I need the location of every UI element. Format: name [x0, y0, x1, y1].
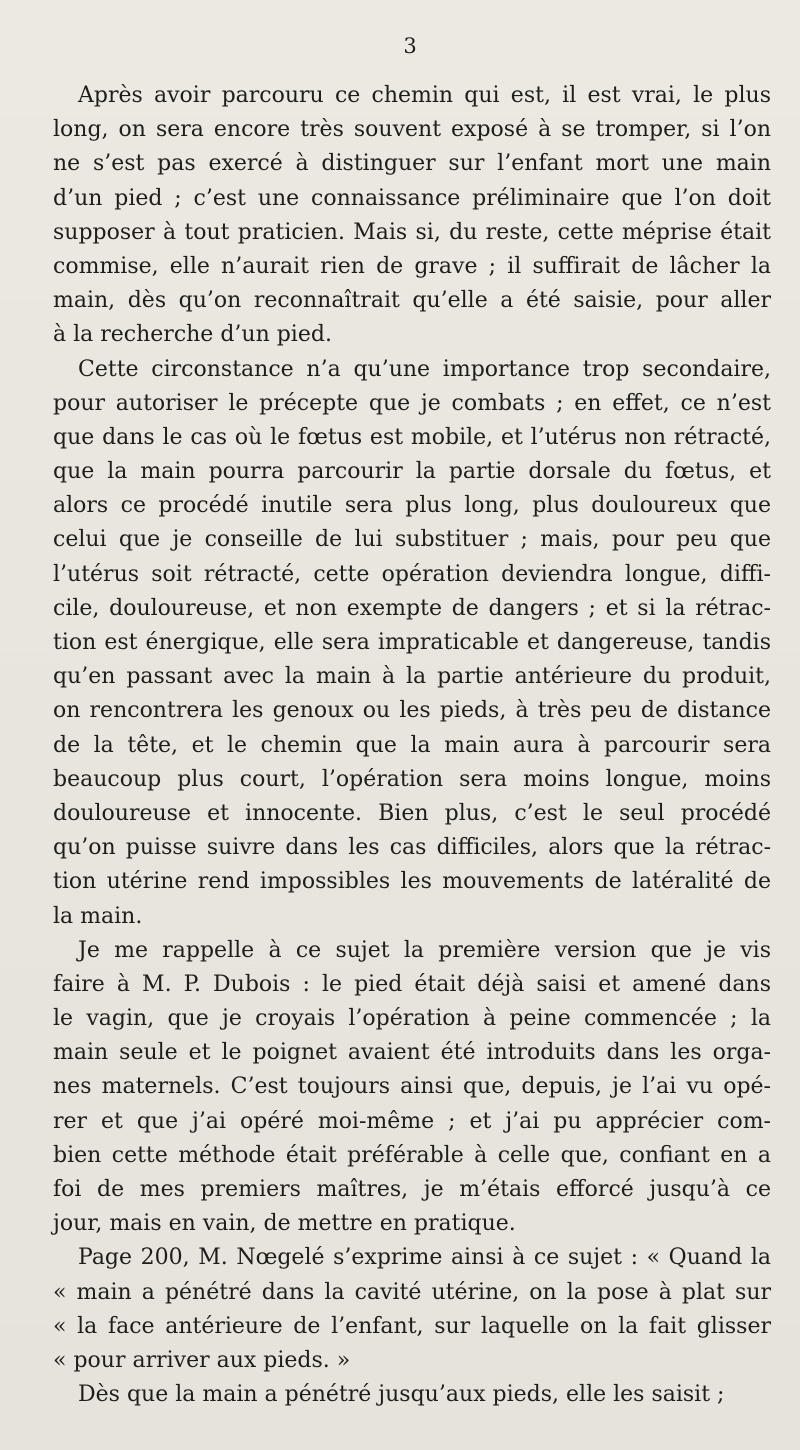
text-line: « pour arriver aux pieds. » [53, 1347, 351, 1373]
text-line: alors ce procédé inutile sera plus long, plus douloureux que [53, 493, 771, 519]
text-line: Après avoir parcouru ce chemin qui est, il est vrai, le plus [78, 83, 771, 108]
text-line: nes maternels. C’est toujours ainsi que, depuis, je l’ai vu opé- [53, 1074, 771, 1100]
text-line: d’un pied ; c’est une connaissance préliminaire que l’on doit [53, 185, 771, 211]
text-line: tion utérine rend impossibles les mouvements de latéralité de [53, 869, 771, 895]
text-line: « la face antérieure de l’enfant, sur laquelle on la fait glisser [53, 1313, 771, 1339]
text-line: pour autoriser le précepte que je combats ; en effet, ce n’est [53, 390, 771, 416]
text-line: beaucoup plus court, l’opération sera moins longue, moins [53, 766, 771, 792]
text-line: faire à M. P. Dubois : le pied était déjà saisi et amené dans [53, 971, 771, 997]
text-line: qu’on puisse suivre dans les cas difficiles, alors que la rétrac- [53, 835, 771, 861]
text-line: qu’en passant avec la main à la partie antérieure du produit, [53, 664, 771, 690]
text-line: que dans le cas où le fœtus est mobile, et l’utérus non rétracté, [53, 424, 771, 450]
text-line: « main a pénétré dans la cavité utérine, on la pose à plat sur [53, 1279, 771, 1305]
text-line: le vagin, que je croyais l’opération à peine commencée ; la [53, 1006, 771, 1032]
text-line: Cette circonstance n’a qu’une importance trop secondaire, [78, 356, 771, 382]
text-line: jour, mais en vain, de mettre en pratique. [53, 1211, 516, 1237]
text-line: de la tête, et le chemin que la main aura à parcourir sera [53, 732, 771, 758]
text-line: que la main pourra parcourir la partie dorsale du fœtus, et [53, 459, 771, 485]
text-line: on rencontrera les genoux ou les pieds, à très peu de distance [53, 698, 771, 724]
text-line: main, dès qu’on reconnaîtrait qu’elle a été saisie, pour aller [53, 288, 771, 314]
text-line: bien cette méthode était préférable à celle que, confiant en a [53, 1142, 771, 1168]
body-text [53, 79, 771, 1412]
text-line: Je me rappelle à ce sujet la première version que je vis [78, 937, 771, 963]
text-line: cile, douloureuse, et non exempte de dangers ; et si la rétrac- [53, 595, 771, 621]
text-line: Page 200, M. Nœgelé s’exprime ainsi à ce sujet : « Quand la [78, 1245, 771, 1271]
text-line: supposer à tout praticien. Mais si, du reste, cette méprise était [53, 219, 771, 245]
text-line: tion est énergique, elle sera impraticable et dangereuse, tandis [53, 630, 771, 655]
text-line: l’utérus soit rétracté, cette opération deviendra longue, diffi- [53, 561, 771, 587]
text-line: celui que je conseille de lui substituer ; mais, pour peu que [53, 527, 771, 553]
text-line: main seule et le poignet avaient été introduits dans les orga- [53, 1040, 771, 1066]
text-line: Dès que la main a pénétré jusqu’aux pieds, elle les saisit ; [78, 1382, 725, 1408]
page-number: 3 [403, 34, 417, 58]
text-line: ne s’est pas exercé à distinguer sur l’enfant mort une main [53, 151, 771, 177]
text-line: à la recherche d’un pied. [53, 322, 332, 348]
text-line: long, on sera encore très souvent exposé à se tromper, si l’on [53, 117, 771, 143]
text-line: foi de mes premiers maîtres, je m’étais efforcé jusqu’à ce [53, 1177, 771, 1202]
text-line: commise, elle n’aurait rien de grave ; il suffirait de lâcher la [53, 253, 771, 279]
text-line: la main. [53, 903, 143, 929]
text-line: douloureuse et innocente. Bien plus, c’est le seul procédé [53, 800, 771, 826]
text-line: rer et que j’ai opéré moi-même ; et j’ai pu apprécier com- [53, 1108, 771, 1134]
